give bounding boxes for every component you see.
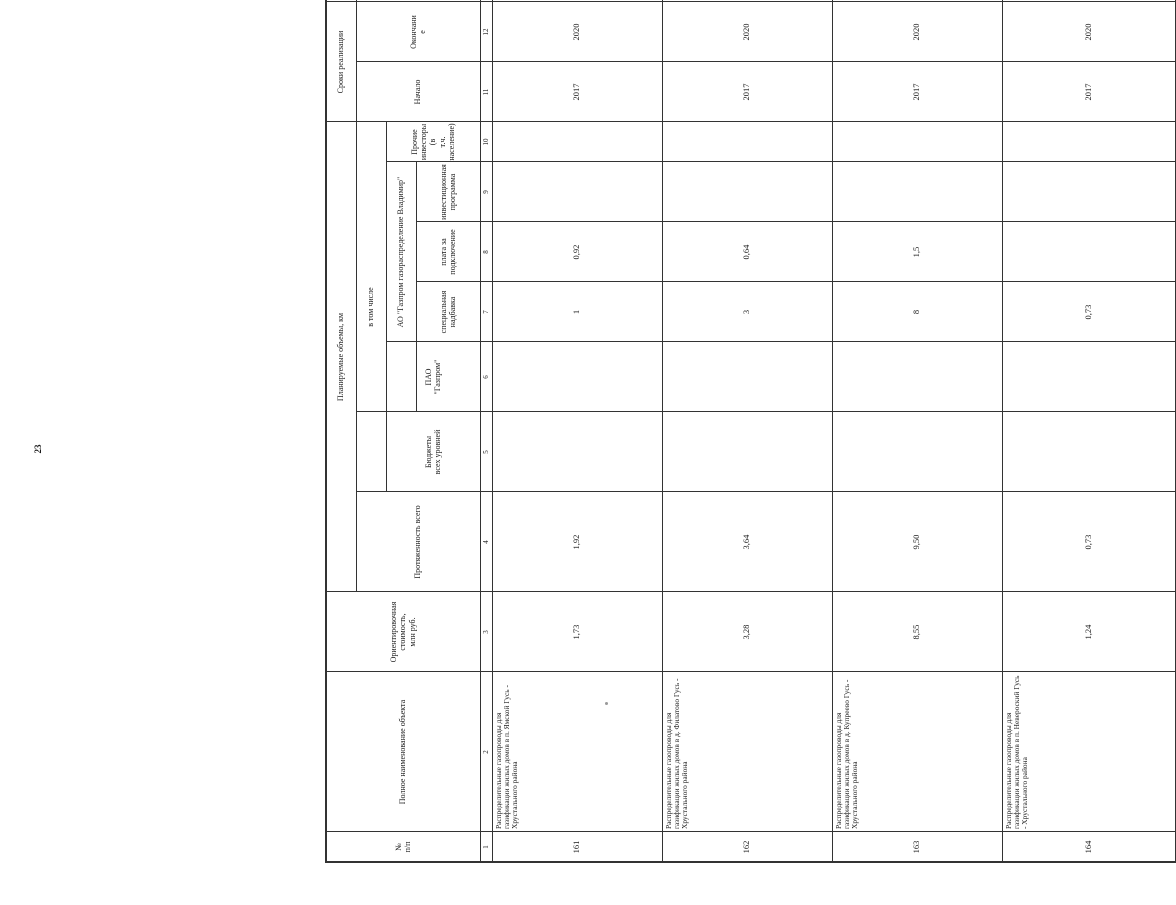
header-budgets: Бюджеты всех уровней: [423, 429, 442, 475]
column-number: 10: [481, 138, 490, 146]
row-budgets: [832, 412, 1002, 492]
header-start: Начало: [413, 79, 423, 105]
row-pao: [832, 342, 1002, 412]
row-length: 0,73: [1082, 534, 1093, 550]
header-other-invest: Прочие инвесторы (в т.ч. население): [410, 123, 456, 161]
column-number: 9: [481, 190, 490, 194]
row-end: 2020: [1082, 23, 1093, 41]
header-length-total: Протяженность всего: [413, 505, 423, 579]
header-special-markup: специальная надбавка: [438, 290, 457, 334]
row-cost: 8,55: [911, 624, 922, 640]
column-number: 11: [481, 88, 490, 96]
header-connection-fee: плата за подключение: [438, 229, 457, 275]
header-pao: ПАО "Газпром": [423, 359, 442, 395]
column-number: 3: [481, 630, 490, 634]
row-other: [662, 122, 832, 162]
row-pao: [492, 342, 662, 412]
row-special-markup: 8: [911, 309, 922, 315]
header-end: Окончани е: [408, 15, 427, 49]
column-number: 12: [481, 28, 490, 36]
header-program-invest: инвестиционная программа: [438, 164, 457, 220]
row-name: Распределительные газопроводы для газификации жилых домов в д. Купреево Гусь - Хрустального района: [834, 679, 860, 829]
row-no: 163: [911, 840, 922, 854]
row-households: [832, 0, 1002, 2]
row-special-markup: 0,73: [1082, 304, 1093, 320]
header-planned-volumes: Планируемые объемы, км: [336, 312, 346, 402]
row-households: [662, 0, 832, 2]
row-other: [492, 122, 662, 162]
row-length: 9,50: [911, 534, 922, 550]
row-end: 2020: [741, 23, 752, 41]
column-number: [480, 0, 492, 2]
planned-gasification-table: [326, 0, 1176, 862]
column-number: 2: [481, 750, 490, 754]
column-number: 7: [481, 310, 490, 314]
row-households: [492, 0, 662, 2]
header-no: № п/п: [393, 841, 412, 853]
row-budgets: [1002, 412, 1175, 492]
row-cost: 1,24: [1082, 624, 1093, 640]
row-cost: 1,73: [571, 624, 582, 640]
header-name: Полное наименование объекта: [398, 699, 408, 805]
row-connection-fee: 0,64: [741, 244, 752, 260]
row-program-invest: [832, 162, 1002, 222]
page-number: 23: [33, 444, 43, 454]
row-name: Распределительные газопроводы для газификации жилых домов в п. Ямской Гусь - Хрустального района: [494, 685, 520, 829]
row-other: [1002, 122, 1175, 162]
row-cost: 3,28: [741, 624, 752, 640]
column-number: 8: [481, 250, 490, 254]
row-no: 162: [741, 840, 752, 854]
column-number: 1: [481, 845, 490, 849]
header-terms: Сроки реализации: [336, 30, 346, 94]
column-number: 4: [481, 540, 490, 544]
row-special-markup: 1: [571, 309, 582, 315]
row-length: 1,92: [571, 534, 582, 550]
row-name: Распределительные газопроводы для газификации жилых домов в п. Невероский Гусь - Хрустального района: [1004, 675, 1030, 829]
column-number: 6: [481, 375, 490, 379]
column-number: 5: [481, 450, 490, 454]
header-households: [356, 0, 480, 2]
row-other: [832, 122, 1002, 162]
row-end: 2020: [911, 23, 922, 41]
row-name: Распределительные газопроводы для газификации жилых домов в д. Филатово Гусь - Хрустального района: [664, 678, 690, 829]
row-start: 2017: [911, 83, 922, 101]
scan-dot: [605, 702, 608, 705]
row-households: [1002, 0, 1175, 2]
row-no: 161: [571, 840, 582, 854]
row-budgets: [492, 412, 662, 492]
row-program-invest: [1002, 162, 1175, 222]
row-program-invest: [662, 162, 832, 222]
header-consumers: [326, 0, 356, 2]
row-connection-fee: 1,5: [911, 246, 922, 258]
header-incl: в том числе: [366, 287, 376, 327]
row-start: 2017: [571, 83, 582, 101]
row-pao: [1002, 342, 1175, 412]
row-connection-fee: [1002, 222, 1175, 282]
row-start: 2017: [741, 83, 752, 101]
row-length: 3,64: [741, 534, 752, 550]
row-special-markup: 3: [741, 309, 752, 315]
row-end: 2020: [571, 23, 582, 41]
row-no: 164: [1082, 840, 1093, 854]
row-connection-fee: 0,92: [571, 244, 582, 260]
header-cost: Ориентировочная стоимость, млн руб.: [389, 601, 417, 663]
row-start: 2017: [1082, 83, 1093, 101]
row-budgets: [662, 412, 832, 492]
header-ao: АО "Газпром газораспределение Владимир": [396, 176, 406, 328]
row-pao: [662, 342, 832, 412]
row-program-invest: [492, 162, 662, 222]
